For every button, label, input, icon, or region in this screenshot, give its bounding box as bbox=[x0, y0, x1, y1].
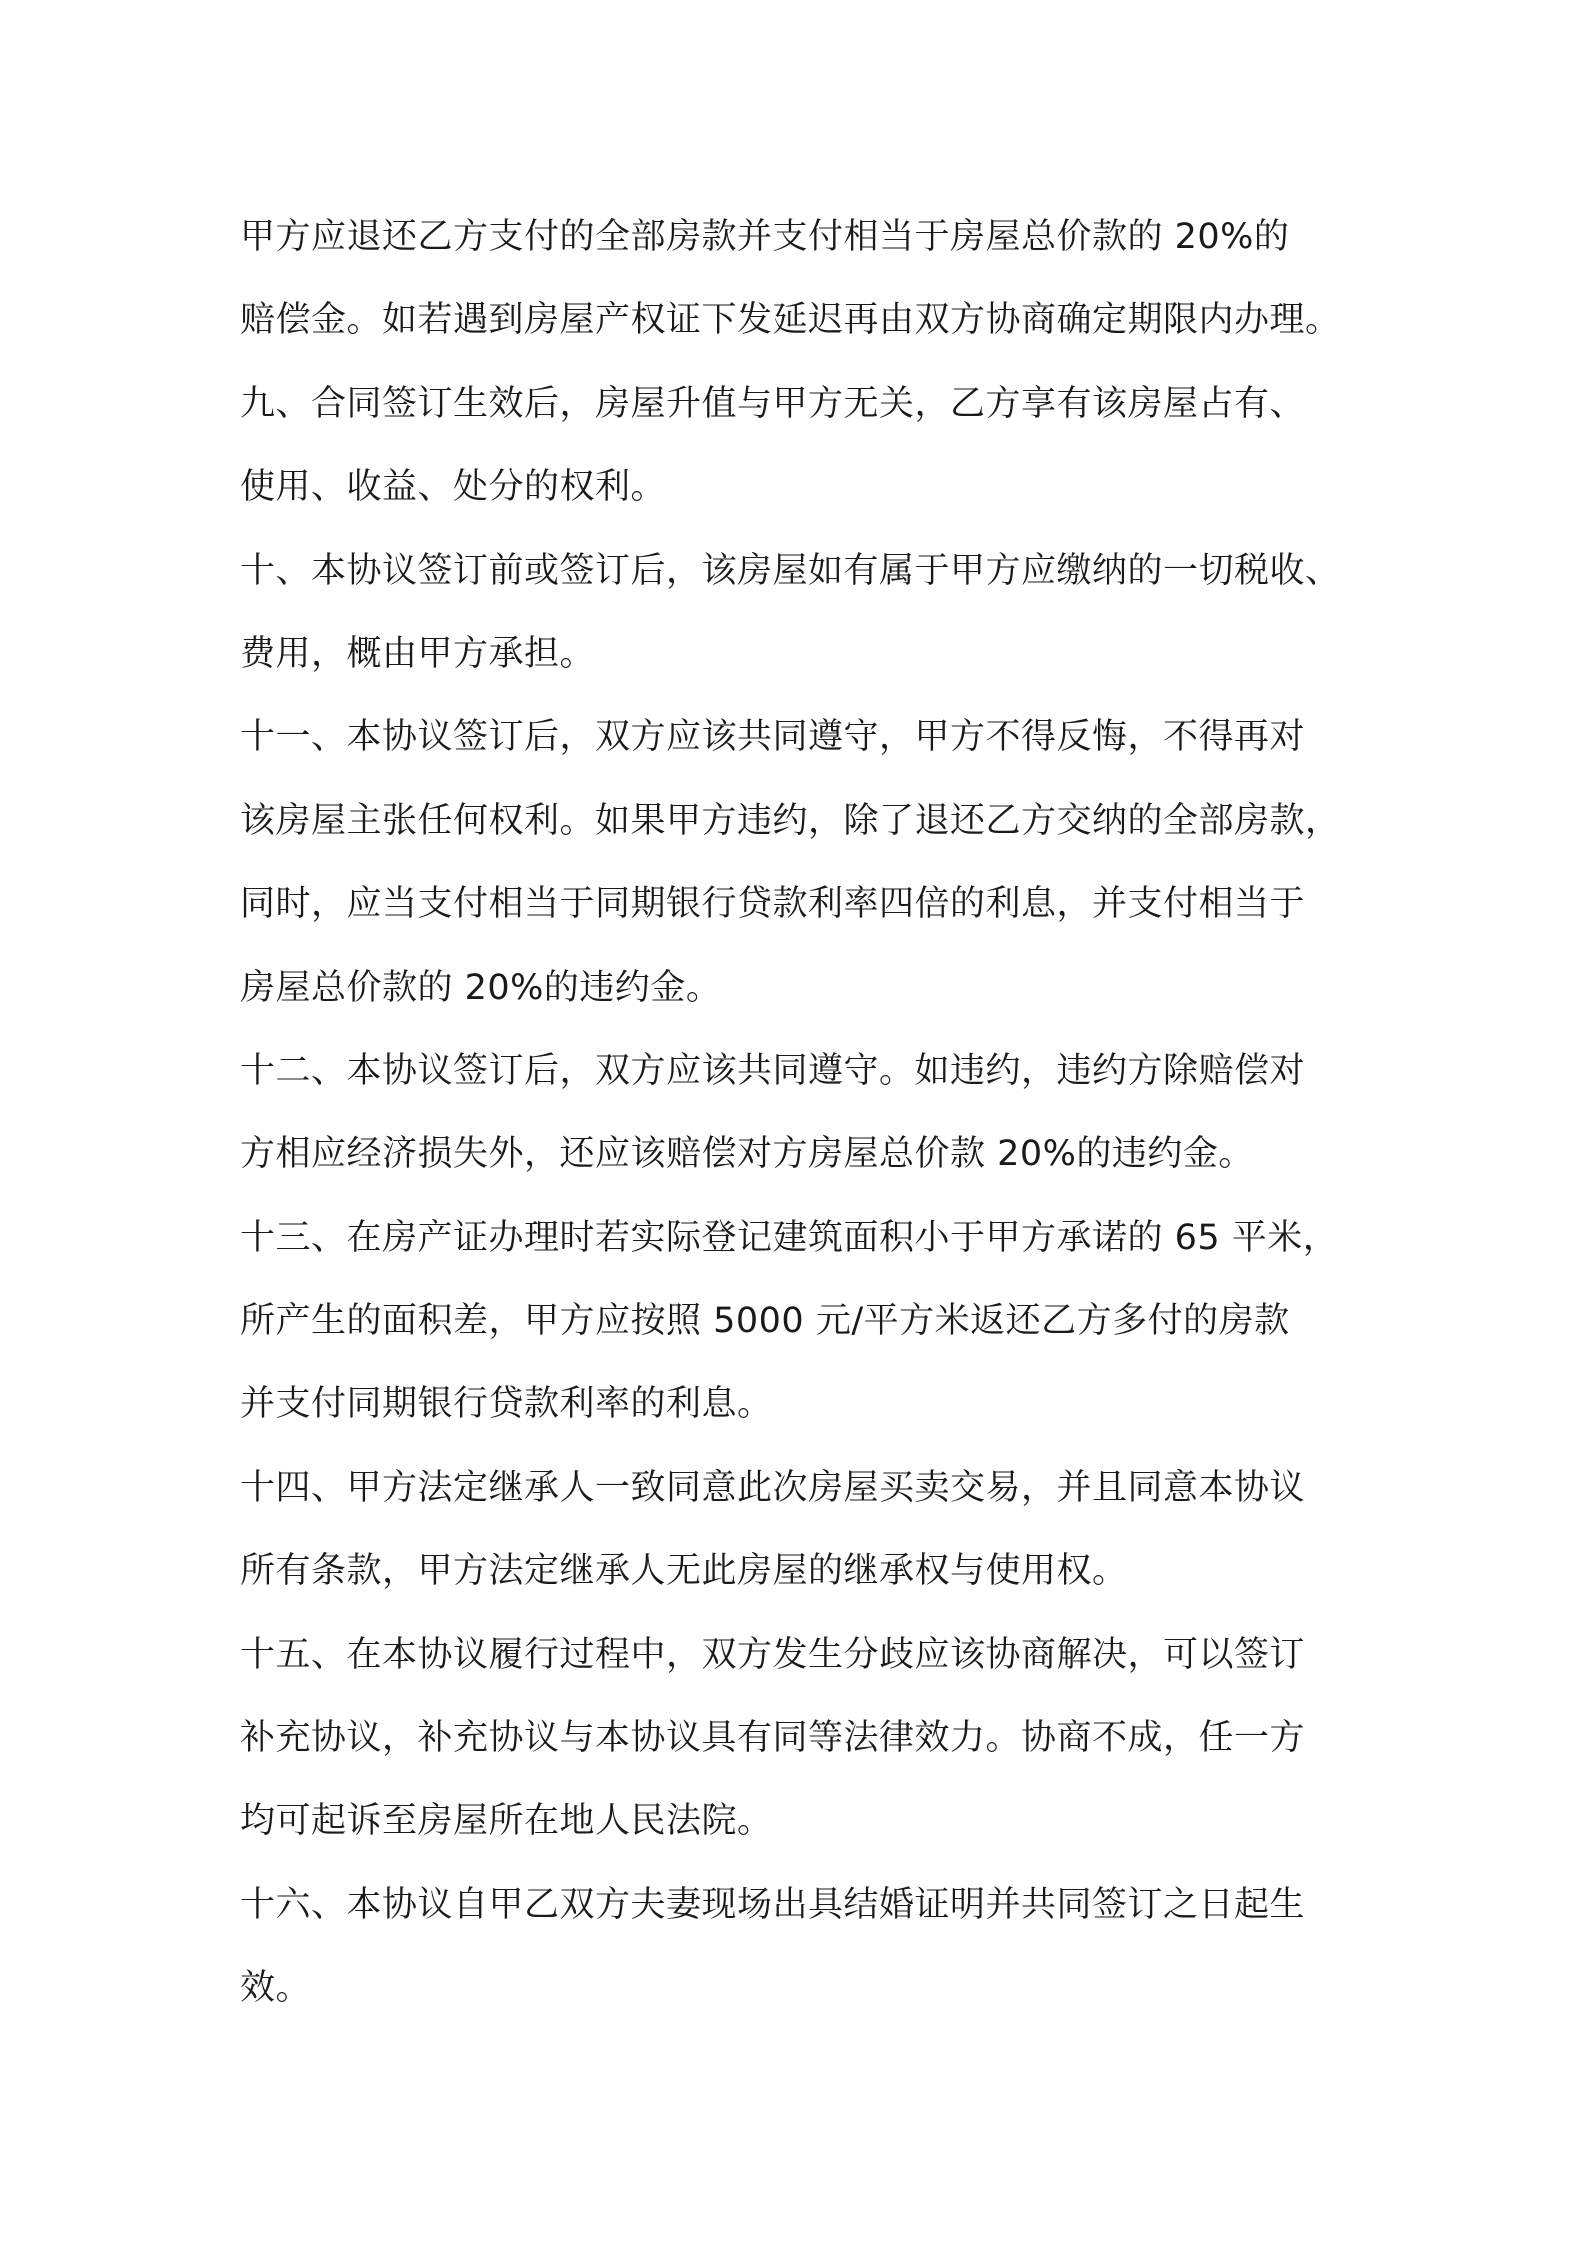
text-line: 并支付同期银行贷款利率的利息。 bbox=[240, 1384, 773, 1425]
text-line: 甲方应退还乙方支付的全部房款并支付相当于房屋总价款的 20%的 bbox=[240, 217, 1290, 257]
clause-11-line: 十一、本协议签订后，双方应该共同遵守，甲方不得反悔，不得再对 bbox=[240, 717, 1306, 758]
text-line: 同时，应当支付相当于同期银行贷款利率四倍的利息，并支付相当于 bbox=[240, 884, 1306, 925]
text-line: 所有条款，甲方法定继承人无此房屋的继承权与使用权。 bbox=[240, 1551, 1128, 1592]
clause-12-line: 十二、本协议签订后，双方应该共同遵守。如违约，违约方除赔偿对 bbox=[240, 1050, 1306, 1091]
clause-13-line: 十三、在房产证办理时若实际登记建筑面积小于甲方承诺的 65 平米， bbox=[240, 1217, 1339, 1258]
text-line: 效。 bbox=[240, 1968, 312, 2009]
clause-9-line: 九、合同签订生效后，房屋升值与甲方无关，乙方享有该房屋占有、 bbox=[240, 383, 1306, 424]
text-line: 所产生的面积差，甲方应按照 5000 元/平方米返还乙方多付的房款 bbox=[240, 1301, 1290, 1342]
clause-14-line: 十四、甲方法定继承人一致同意此次房屋买卖交易，并且同意本协议 bbox=[240, 1467, 1306, 1508]
text-line: 补充协议，补充协议与本协议具有同等法律效力。协商不成，任一方 bbox=[240, 1718, 1306, 1759]
clause-16-line: 十六、本协议自甲乙双方夫妻现场出具结婚证明并共同签订之日起生 bbox=[240, 1884, 1306, 1925]
text-line: 房屋总价款的 20%的违约金。 bbox=[240, 967, 722, 1008]
clause-15-line: 十五、在本协议履行过程中，双方发生分歧应该协商解决，可以签订 bbox=[240, 1634, 1306, 1675]
text-line: 费用，概由甲方承担。 bbox=[240, 633, 596, 674]
text-line: 该房屋主张任何权利。如果甲方违约，除了退还乙方交纳的全部房款， bbox=[240, 800, 1341, 841]
text-line: 均可起诉至房屋所在地人民法院。 bbox=[240, 1801, 773, 1842]
text-line: 使用、收益、处分的权利。 bbox=[240, 467, 667, 508]
text-line: 方相应经济损失外，还应该赔偿对方房屋总价款 20%的违约金。 bbox=[240, 1134, 1254, 1175]
text-line: 赔偿金。如若遇到房屋产权证下发延迟再由双方协商确定期限内办理。 bbox=[240, 300, 1341, 341]
clause-10-line: 十、本协议签订前或签订后，该房屋如有属于甲方应缴纳的一切税收、 bbox=[240, 550, 1341, 591]
contract-text-body bbox=[240, 196, 1360, 2031]
